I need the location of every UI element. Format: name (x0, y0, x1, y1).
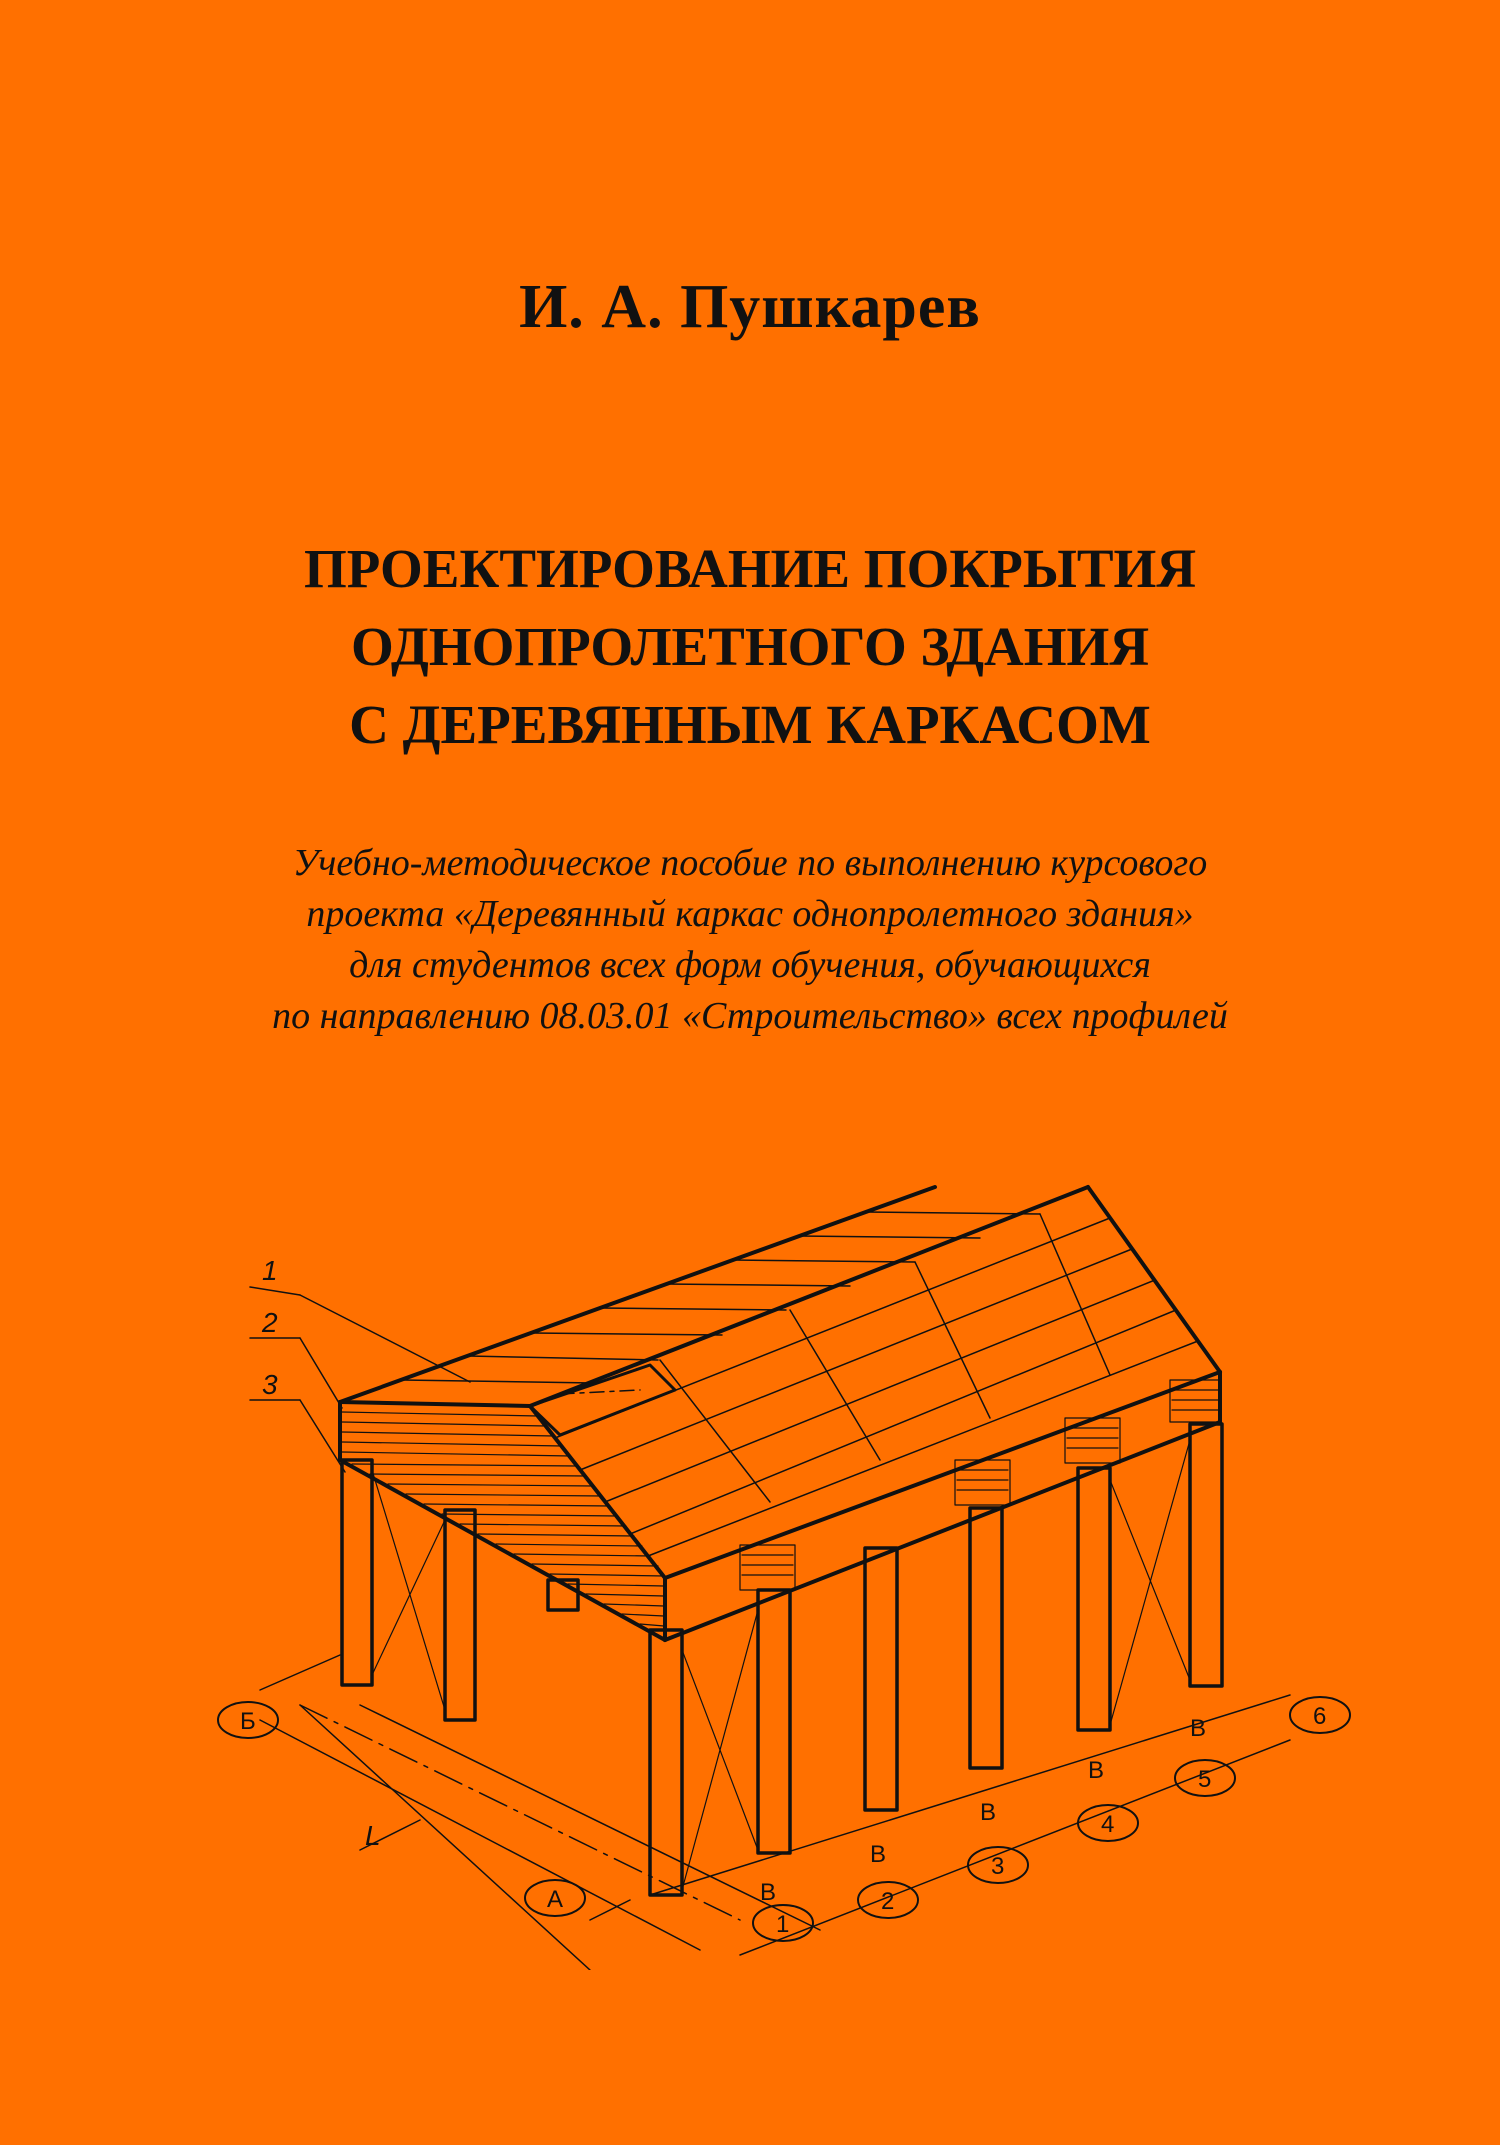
book-title (0, 530, 1500, 764)
subtitle-line: для студентов всех форм обучения, обучающихся (349, 944, 1151, 986)
axis-label-2: 2 (881, 1888, 895, 1915)
bay-label: В (980, 1799, 997, 1826)
bay-label: В (760, 1879, 777, 1906)
axis-label-6: 6 (1313, 1703, 1327, 1730)
beam-ends (740, 1380, 1220, 1590)
callout-2: 2 (262, 1307, 278, 1338)
axis-label-1: 1 (776, 1911, 790, 1938)
grid-axes (260, 1655, 1290, 1970)
subtitle-line: по направлению 08.03.01 «Строительство» всех профилей (272, 995, 1228, 1037)
axis-bubbles (218, 1697, 1350, 1941)
subtitle-line: Учебно-методическое пособие по выполнению курсового (292, 842, 1208, 884)
axis-label-3: 3 (991, 1853, 1005, 1880)
author-name: И. А. Пушкарев (519, 273, 981, 341)
callout-3: 3 (262, 1369, 278, 1400)
title-line: С ДЕРЕВЯННЫМ КАРКАСОМ (349, 694, 1151, 755)
axis-label-b: Б (240, 1708, 256, 1735)
bay-label: В (870, 1841, 887, 1868)
bay-label: В (1190, 1715, 1207, 1742)
building-frame-drawing (0, 1150, 1500, 1970)
callout-1: 1 (262, 1255, 278, 1286)
cross-bracing (372, 1440, 1190, 1890)
title-line: ПРОЕКТИРОВАНИЕ ПОКРЫТИЯ (303, 538, 1197, 599)
book-subtitle (0, 838, 1500, 1042)
title-line: ОДНОПРОЛЕТНОГО ЗДАНИЯ (350, 616, 1150, 677)
isometric-frame-svg (0, 1150, 1500, 1970)
roof-outline (340, 1187, 1220, 1640)
axis-label-5: 5 (1198, 1766, 1212, 1793)
bay-label: В (1088, 1757, 1105, 1784)
span-label: L (365, 1820, 381, 1851)
gable-hatching (342, 1412, 664, 1626)
axis-label-a: А (547, 1886, 564, 1913)
axis-label-4: 4 (1101, 1811, 1115, 1838)
subtitle-line: проекта «Деревянный каркас однопролетного здания» (306, 893, 1194, 935)
